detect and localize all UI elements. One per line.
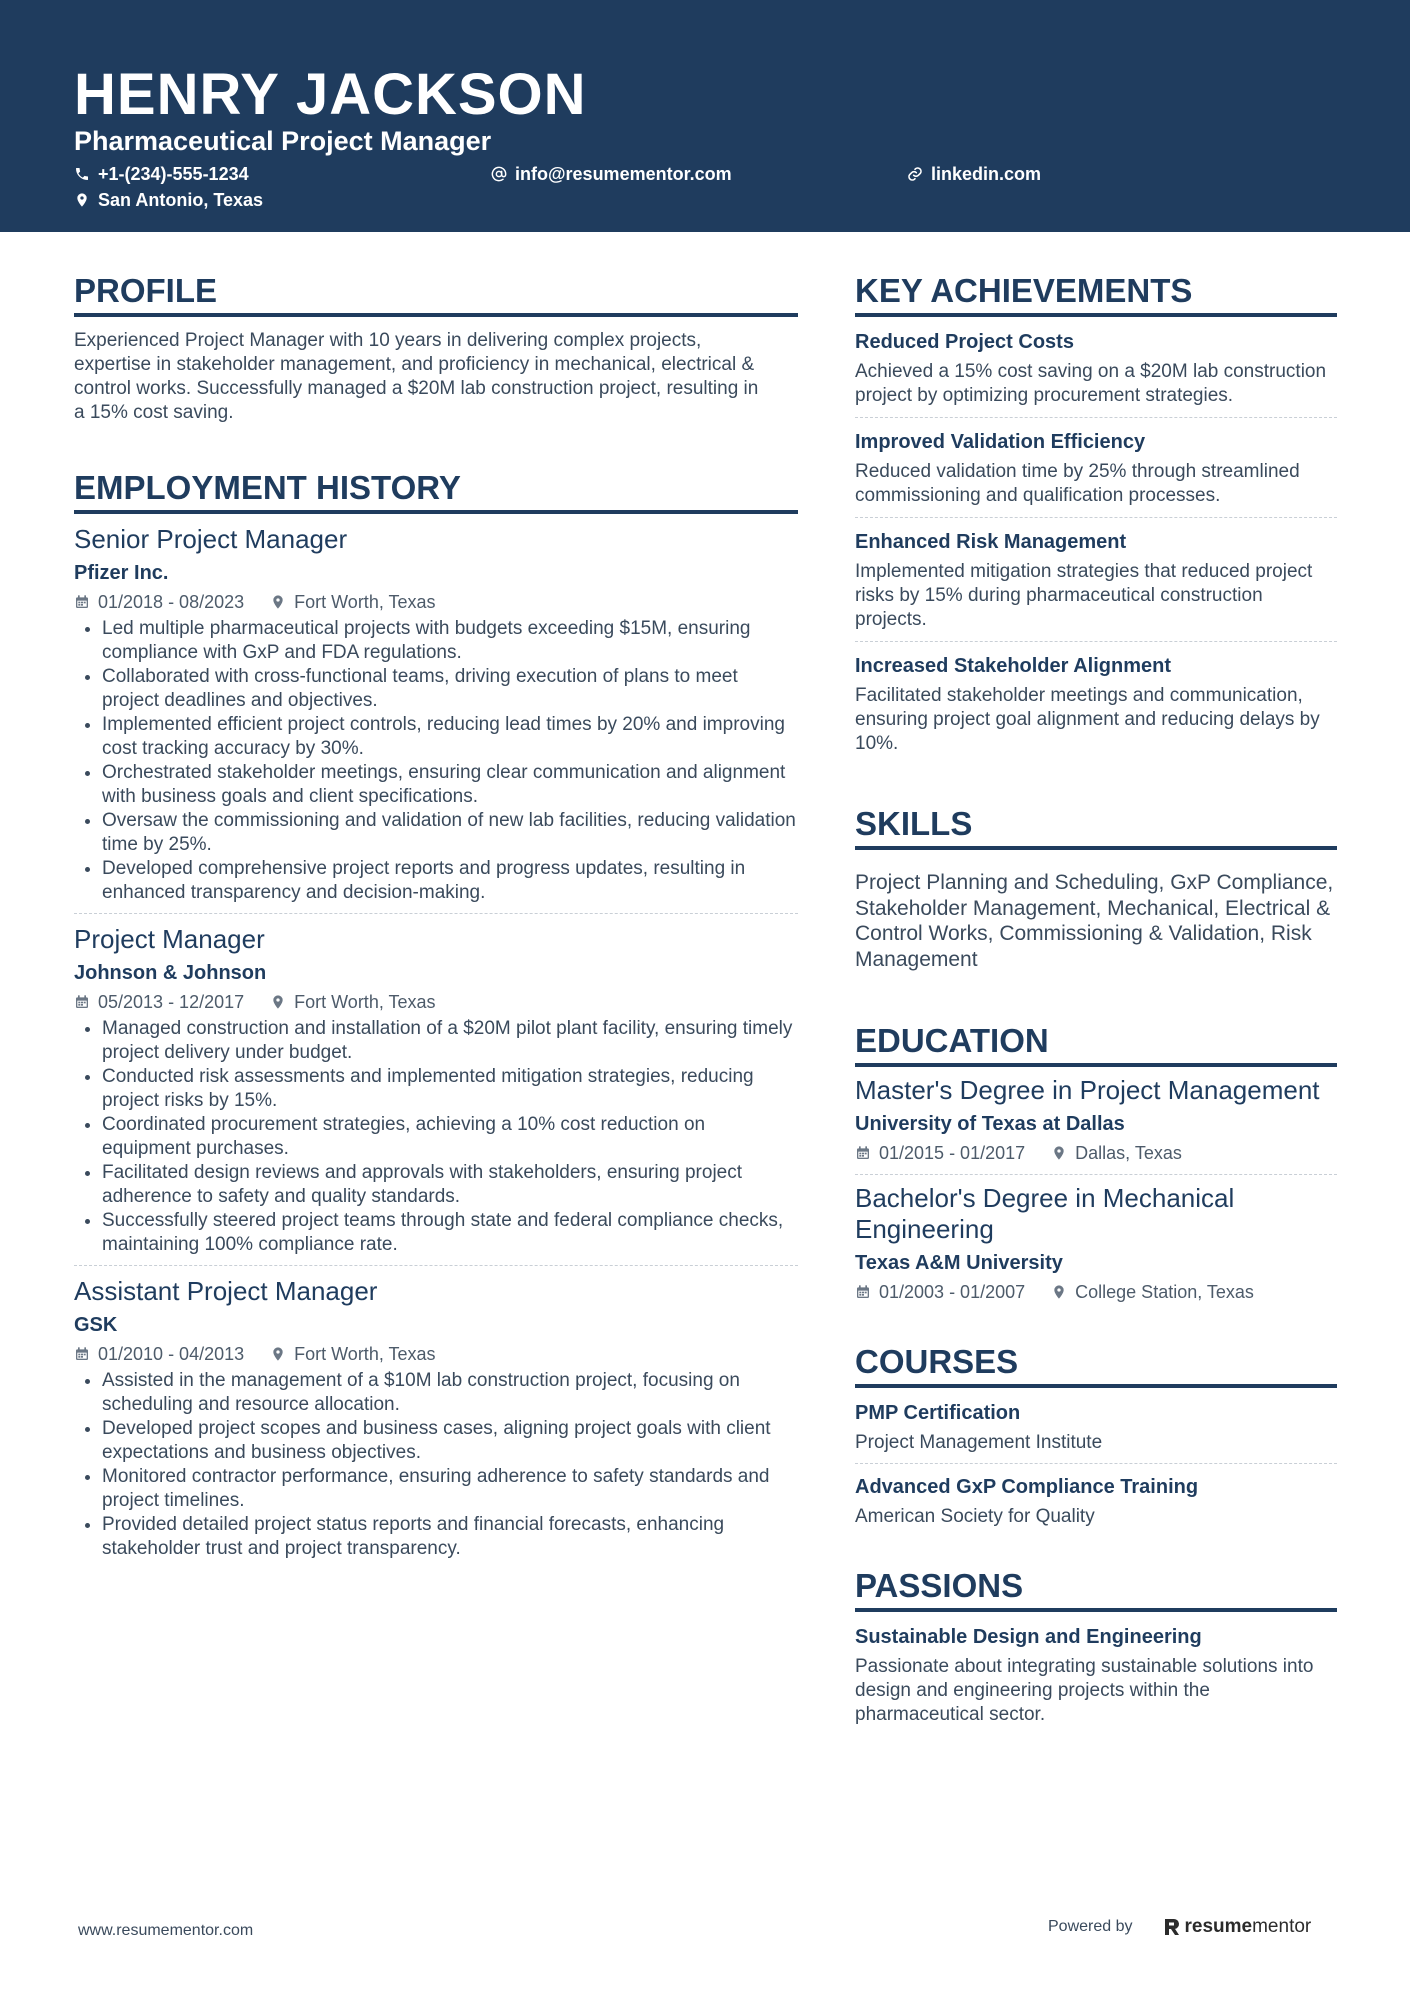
education-item xyxy=(855,1075,1337,1175)
job-dates xyxy=(74,1342,244,1366)
education-meta xyxy=(855,1280,1337,1304)
job-title: Project Manager xyxy=(74,924,265,954)
job-bullet: • Facilitated design reviews and approvals with stakeholders, ensuring project adherence to safety and quality standards. xyxy=(102,1161,798,1209)
powered-by-text: Powered by xyxy=(1048,1918,1133,1935)
course-title: PMP Certification xyxy=(855,1402,1021,1424)
job-bullet: • Managed construction and installation of a $20M pilot plant facility, ensuring timely project delivery under budget. xyxy=(102,1017,798,1065)
passion-text: Passionate about integrating sustainable solutions into design and engineering projects within the pharmaceutical sector. xyxy=(855,1656,1314,1725)
education-location xyxy=(1051,1280,1254,1304)
employment-section xyxy=(74,467,798,1569)
achievements-heading: KEY ACHIEVEMENTS xyxy=(855,270,1337,317)
education-location-text: College Station, Texas xyxy=(1075,1282,1254,1302)
brand-logo[interactable] xyxy=(1163,1916,1312,1938)
degree-title: Bachelor's Degree in Mechanical Engineering xyxy=(855,1183,1235,1244)
footer-powered xyxy=(1048,1916,1311,1938)
courses-section xyxy=(855,1341,1337,1537)
job-entry xyxy=(74,522,798,914)
job-company: GSK xyxy=(74,1314,118,1336)
achievement-item xyxy=(855,529,1337,642)
school-name: University of Texas at Dallas xyxy=(855,1113,1125,1135)
job-dates-text: 05/2013 - 12/2017 xyxy=(98,992,245,1012)
map-pin-icon xyxy=(1051,1145,1067,1161)
courses-heading: COURSES xyxy=(855,1341,1337,1388)
skills-text: Project Planning and Scheduling, GxP Compliance, Stakeholder Management, Mechanical, Electrical & Control Works, Commissioning & Validation, Risk Management xyxy=(855,871,1334,971)
education-section xyxy=(855,1020,1337,1313)
achievement-text: Implemented mitigation strategies that reduced project risks by 15% during pharmaceutical construction projects. xyxy=(855,561,1313,630)
job-dates xyxy=(74,590,244,614)
job-bullet: • Provided detailed project status reports and financial forecasts, enhancing stakeholder trust and project transparency. xyxy=(102,1513,798,1561)
map-pin-icon xyxy=(270,1346,286,1362)
achievement-item xyxy=(855,653,1337,765)
achievement-title: Reduced Project Costs xyxy=(855,331,1074,353)
left-column xyxy=(74,270,798,1597)
profile-text: Experienced Project Manager with 10 years in delivering complex projects, expertise in stakeholder management, and proficiency in mechanical, electrical & control works. Successfully managed a $20M lab construction project, resulting in a 15% cost saving. xyxy=(74,330,759,423)
job-bullet: • Orchestrated stakeholder meetings, ensuring clear communication and alignment with business goals and client specifications. xyxy=(102,761,798,809)
job-entry xyxy=(74,1274,798,1569)
job-bullets xyxy=(74,1369,798,1561)
achievement-item xyxy=(855,429,1337,518)
job-bullet: • Conducted risk assessments and implemented mitigation strategies, reducing project risks by 15%. xyxy=(102,1065,798,1113)
job-location xyxy=(270,990,435,1014)
right-column xyxy=(855,270,1337,1764)
course-provider: American Society for Quality xyxy=(855,1506,1095,1527)
resume-header xyxy=(0,0,1410,232)
education-location-text: Dallas, Texas xyxy=(1075,1143,1182,1163)
education-meta xyxy=(855,1141,1337,1165)
profile-heading: PROFILE xyxy=(74,270,798,317)
achievement-text: Facilitated stakeholder meetings and communication, ensuring project goal alignment and reducing delays by 10%. xyxy=(855,685,1320,754)
phone-icon xyxy=(74,166,90,182)
job-meta xyxy=(74,990,798,1014)
education-dates-text: 01/2015 - 01/2017 xyxy=(879,1143,1026,1163)
achievements-section xyxy=(855,270,1337,765)
job-bullet: • Oversaw the commissioning and validation of new lab facilities, reducing validation time by 25%. xyxy=(102,809,798,857)
passions-section xyxy=(855,1565,1337,1736)
job-bullets xyxy=(74,1017,798,1257)
contact-location xyxy=(74,188,263,212)
phone-text: +1-(234)-555-1234 xyxy=(98,164,249,184)
map-pin-icon xyxy=(1051,1284,1067,1300)
brand-name-bold: resume xyxy=(1184,1916,1253,1937)
job-title: Senior Project Manager xyxy=(74,524,348,554)
job-bullet: • Coordinated procurement strategies, achieving a 10% cost reduction on equipment purchases. xyxy=(102,1113,798,1161)
job-meta xyxy=(74,1342,798,1366)
achievement-title: Enhanced Risk Management xyxy=(855,531,1127,553)
achievement-title: Improved Validation Efficiency xyxy=(855,431,1146,453)
job-bullet: • Successfully steered project teams through state and federal compliance checks, maintaining 100% compliance rate. xyxy=(102,1209,798,1257)
contact-linkedin[interactable] xyxy=(907,162,1041,186)
email-text[interactable]: info@resumementor.com xyxy=(515,164,732,184)
job-company: Johnson & Johnson xyxy=(74,962,267,984)
achievement-title: Increased Stakeholder Alignment xyxy=(855,655,1172,677)
education-dates-text: 01/2003 - 01/2007 xyxy=(879,1282,1026,1302)
course-item xyxy=(855,1400,1337,1464)
employment-heading: EMPLOYMENT HISTORY xyxy=(74,467,798,514)
job-bullet: • Implemented efficient project controls, reducing lead times by 20% and improving cost tracking accuracy by 30%. xyxy=(102,713,798,761)
candidate-role: Pharmaceutical Project Manager xyxy=(74,126,492,156)
calendar-icon xyxy=(855,1284,871,1300)
contact-email[interactable] xyxy=(491,162,732,186)
brand-name-light: mentor xyxy=(1252,1916,1312,1937)
job-location-text: Fort Worth, Texas xyxy=(294,592,436,612)
job-bullets xyxy=(74,617,798,905)
job-company: Pfizer Inc. xyxy=(74,562,169,584)
achievement-item xyxy=(855,329,1337,418)
job-bullet: • Collaborated with cross-functional teams, driving execution of plans to meet project deadlines and objectives. xyxy=(102,665,798,713)
passions-heading: PASSIONS xyxy=(855,1565,1337,1612)
degree-title: Master's Degree in Project Management xyxy=(855,1075,1320,1105)
course-provider: Project Management Institute xyxy=(855,1432,1103,1453)
link-icon xyxy=(907,166,923,182)
education-heading: EDUCATION xyxy=(855,1020,1337,1067)
at-sign-icon xyxy=(491,166,507,182)
footer-website[interactable]: www.resumementor.com xyxy=(78,1922,254,1939)
job-meta xyxy=(74,590,798,614)
job-location-text: Fort Worth, Texas xyxy=(294,1344,436,1364)
profile-section xyxy=(74,270,798,425)
location-text: San Antonio, Texas xyxy=(98,190,264,210)
job-dates xyxy=(74,990,244,1014)
job-location-text: Fort Worth, Texas xyxy=(294,992,436,1012)
course-item xyxy=(855,1474,1337,1537)
passion-title: Sustainable Design and Engineering xyxy=(855,1626,1202,1648)
job-location xyxy=(270,590,435,614)
job-title: Assistant Project Manager xyxy=(74,1276,378,1306)
contact-phone xyxy=(74,162,249,186)
calendar-icon xyxy=(74,994,90,1010)
education-dates xyxy=(855,1280,1025,1304)
map-pin-icon xyxy=(270,594,286,610)
education-location xyxy=(1051,1141,1182,1165)
skills-section xyxy=(855,803,1337,992)
job-bullet: • Assisted in the management of a $10M lab construction project, focusing on scheduling and resource allocation. xyxy=(102,1369,798,1417)
linkedin-text[interactable]: linkedin.com xyxy=(931,164,1042,184)
passion-item xyxy=(855,1624,1337,1736)
map-pin-icon xyxy=(270,994,286,1010)
achievement-text: Achieved a 15% cost saving on a $20M lab construction project by optimizing procurement strategies. xyxy=(855,361,1327,406)
skills-heading: SKILLS xyxy=(855,803,1337,850)
education-item xyxy=(855,1183,1337,1313)
brand-name xyxy=(1185,1916,1312,1938)
calendar-icon xyxy=(74,1346,90,1362)
job-bullet: • Developed comprehensive project reports and progress updates, resulting in enhanced transparency and decision-making. xyxy=(102,857,798,905)
achievement-text: Reduced validation time by 25% through streamlined commissioning and qualification processes. xyxy=(855,461,1300,506)
job-bullet: • Developed project scopes and business cases, aligning project goals with client expectations and business objectives. xyxy=(102,1417,798,1465)
education-dates xyxy=(855,1141,1025,1165)
candidate-name: HENRY JACKSON xyxy=(74,62,587,127)
job-bullet: • Led multiple pharmaceutical projects with budgets exceeding $15M, ensuring compliance with GxP and FDA regulations. xyxy=(102,617,798,665)
calendar-icon xyxy=(855,1145,871,1161)
map-pin-icon xyxy=(74,192,90,208)
calendar-icon xyxy=(74,594,90,610)
job-location xyxy=(270,1342,435,1366)
course-title: Advanced GxP Compliance Training xyxy=(855,1476,1199,1498)
job-entry xyxy=(74,922,798,1266)
job-dates-text: 01/2018 - 08/2023 xyxy=(98,592,245,612)
job-dates-text: 01/2010 - 04/2013 xyxy=(98,1344,245,1364)
resumementor-logo-icon xyxy=(1163,1917,1181,1937)
school-name: Texas A&M University xyxy=(855,1252,1063,1274)
job-bullet: • Monitored contractor performance, ensuring adherence to safety standards and project timelines. xyxy=(102,1465,798,1513)
